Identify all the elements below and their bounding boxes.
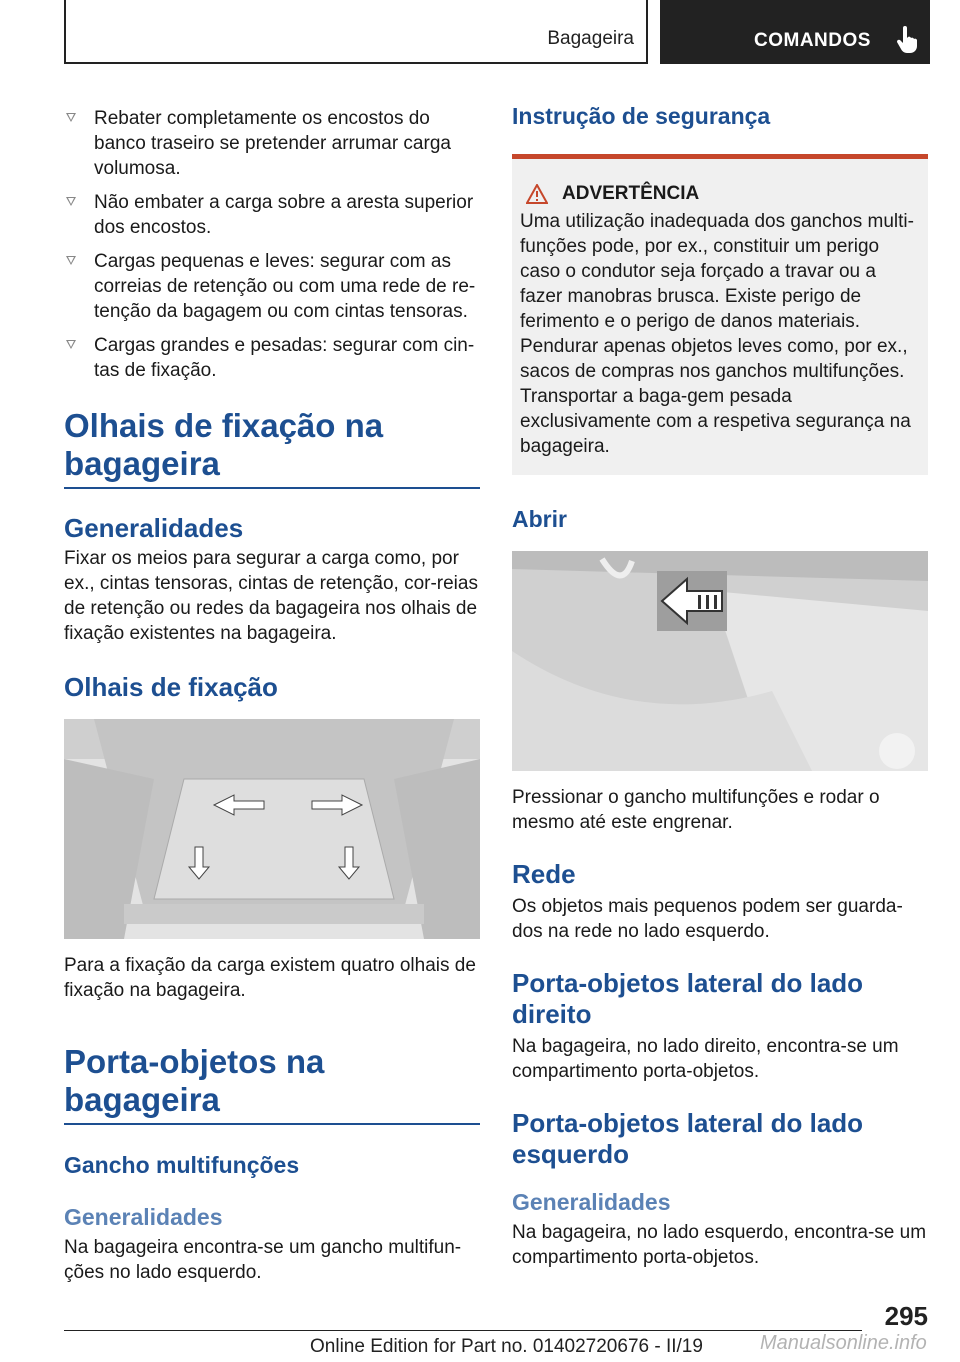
trunk-tie-down-image	[64, 719, 480, 939]
heading-generalidades: Generalidades	[64, 513, 244, 543]
footer-rule	[64, 1330, 862, 1331]
heading-olhais-bagageira: Olhais de fixação na bagageira	[64, 407, 384, 482]
paragraph-gancho: Na bagageira encontra-se um gancho multifun-ções no lado esquerdo.	[64, 1237, 462, 1283]
heading-lateral-esquerdo: Porta-objetos lateral do lado esquerdo	[512, 1108, 864, 1169]
list-item: Cargas grandes e pesadas: segurar com cin-tas de fixação.	[64, 333, 480, 383]
list-item: Não embater a carga sobre a aresta superior dos encostos.	[64, 190, 480, 240]
triangle-bullet-icon	[66, 113, 76, 122]
triangle-bullet-icon	[66, 256, 76, 265]
section-tab	[64, 0, 648, 64]
warning-text: Uma utilização inadequada dos ganchos multi-funções pode, por ex., constituir um perigo caso o condutor seja forçado a travar ou a fazer manobras brusca. Existe perigo de ferimento e o perigo de danos materiais. Pendurar apenas objetos leves como, por ex., sacos de compras nos ganchos multifunções. Transportar a baga-gem pesada exclusivamente com a respetiva segurança na bagageira.	[520, 211, 914, 457]
paragraph-abrir: Pressionar o gancho multifunções e rodar o mesmo até este engrenar.	[512, 787, 880, 833]
load-tips-list	[64, 106, 480, 383]
heading-olhais-fixacao: Olhais de fixação	[64, 672, 278, 702]
paragraph-lateral-esquerdo: Na bagageira, no lado esquerdo, encontra-se um compartimento porta-objetos.	[512, 1222, 927, 1268]
heading-rule	[64, 407, 480, 489]
heading-abrir: Abrir	[512, 506, 567, 532]
heading-porta-objetos: Porta-objetos na bagageira	[64, 1043, 325, 1118]
paragraph-olhais: Para a fixação da carga existem quatro olhais de fixação na bagageira.	[64, 955, 476, 1001]
page-number: 295	[884, 1301, 928, 1331]
edition-text: Online Edition for Part no. 01402720676 - II/19	[310, 1336, 703, 1357]
heading-gancho-multifuncoes: Gancho multifunções	[64, 1152, 300, 1178]
pointing-hand-icon	[896, 26, 918, 54]
list-item: Rebater completamente os encostos do banco traseiro se pretender arrumar carga volumosa.	[64, 106, 480, 181]
heading-instrucao-seguranca: Instrução de segurança	[512, 103, 771, 129]
warning-box	[512, 154, 928, 475]
heading-rule	[64, 1043, 480, 1125]
watermark-logo: Manualsonline.info	[760, 1332, 927, 1354]
subheading-generalidades: Generalidades	[64, 1204, 223, 1230]
warning-header	[520, 183, 920, 205]
list-item: Cargas pequenas e leves: segurar com as correias de retenção ou com uma rede de re-tenção da bagagem ou com cintas tensoras.	[64, 249, 480, 324]
paragraph-generalidades: Fixar os meios para segurar a carga como, por ex., cintas tensoras, cintas de retenção, cor-reias de retenção ou redes da bagageira nos olhais de fixação existentes na bagageira.	[64, 548, 478, 644]
right-column	[512, 100, 928, 1270]
heading-rede: Rede	[512, 859, 576, 889]
heading-lateral-direito: Porta-objetos lateral do lado direito	[512, 968, 864, 1029]
chapter-label: COMANDOS	[754, 30, 871, 51]
paragraph-lateral-direito: Na bagageira, no lado direito, encontra-se um compartimento porta-objetos.	[512, 1036, 899, 1082]
paragraph-rede: Os objetos mais pequenos podem ser guarda-dos na rede no lado esquerdo.	[512, 896, 903, 942]
warning-triangle-icon	[526, 184, 548, 204]
chapter-tab	[660, 0, 930, 64]
section-label: Bagageira	[547, 28, 634, 49]
warning-title: ADVERTÊNCIA	[562, 183, 700, 204]
subheading-generalidades: Generalidades	[512, 1189, 671, 1215]
multifunction-hook-image	[512, 551, 928, 771]
triangle-bullet-icon	[66, 197, 76, 206]
triangle-bullet-icon	[66, 340, 76, 349]
left-column	[64, 100, 480, 1285]
page-header	[64, 0, 930, 64]
